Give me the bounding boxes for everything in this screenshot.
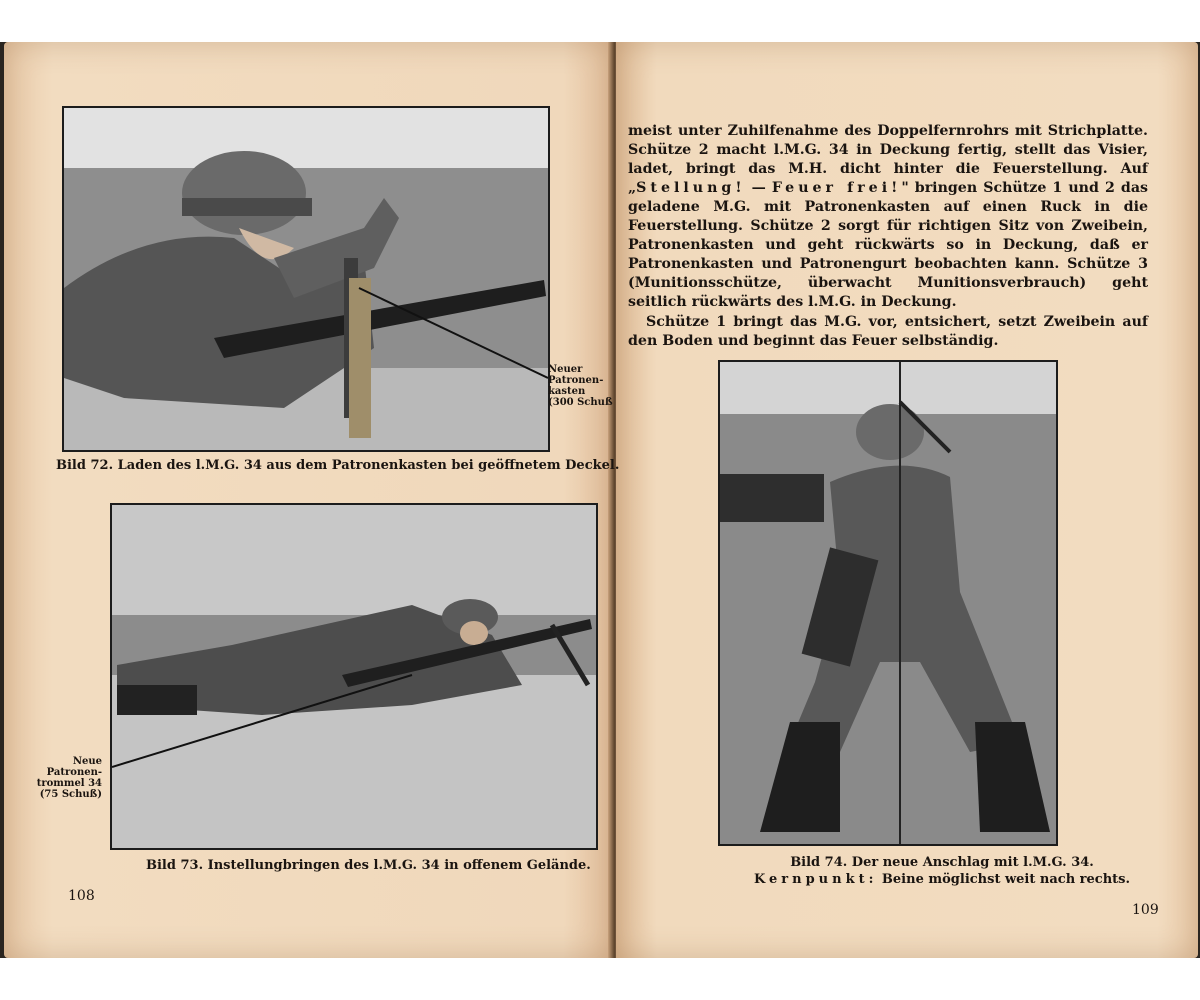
paragraph-1-text: meist unter Zuhilfenahme des Doppelfernrohrs mit Strichplatte. Schütze 2 macht l.M.G. 34 in Deckung fertig, stellt das Visier, ladet, bringt das M.H. dicht hinter die Feuerstellung. Auf „ [628,123,1148,196]
emphasis-stellung: Stellung! [636,180,746,196]
callout-line: Neuer [548,364,583,375]
page-number-left: 108 [68,888,95,904]
figure-73-label: Bild 73. [146,858,204,873]
figure-73-callout [36,756,102,800]
paragraph-1-text: — [745,180,772,196]
callout-line: Patronen- [46,767,102,778]
callout-line: trommel 34 [36,778,102,789]
figure-73-caption [146,858,591,873]
kernpunkt-text: Beine möglichst weit nach rechts. [877,872,1131,887]
callout-line: (300 Schuß [548,397,613,408]
body-text [628,122,1148,351]
emphasis-feuer-frei: Feuer frei! [771,180,902,196]
figure-73-caption-text: Instellungbringen des l.M.G. 34 in offenem Gelände. [207,858,591,873]
page-number-right: 109 [1132,902,1159,918]
figure-73-photo [110,503,598,850]
figure-74-caption-text: Bild 74. Der neue Anschlag mit l.M.G. 34. [790,855,1094,870]
paragraph-2: Schütze 1 bringt das M.G. vor, entsichert, setzt Zweibein auf den Boden und beginnt das Feuer selbständig. [628,314,1148,349]
paragraph-1 [628,122,1148,312]
figure-74-photo [718,360,1058,846]
figure-74-caption [754,854,1130,888]
callout-line: kasten [548,386,586,397]
figure-72-callout [548,364,613,408]
callout-line: (75 Schuß) [39,789,102,800]
callout-line: Patronen- [548,375,604,386]
callout-line: Neue [72,756,102,767]
figure-72-photo [62,106,550,452]
figure-72-caption-text: Laden des l.M.G. 34 aus dem Patronenkasten bei geöffnetem Deckel. [117,458,620,473]
figure-72-caption [56,458,619,473]
figure-74-note [754,871,1130,888]
paragraph-1-text: " bringen Schütze 1 und 2 das geladene M.G. mit Patronenkasten auf einen Ruck in die Feuerstellung. Schütze 2 sorgt für richtigen Sitz von Zweibein, Patronenkasten und geht rückwärts so in Deckung, daß er Patronenkasten und Patronengurt beobachten kann. Schütze 3 (Munitionsschütze, überwacht Munitionsverbrauch) geht seitlich rückwärts des l.M.G. in Deckung. [628,180,1149,310]
kernpunkt-label: Kernpunkt: [754,872,878,887]
figure-72-label: Bild 72. [56,458,114,473]
